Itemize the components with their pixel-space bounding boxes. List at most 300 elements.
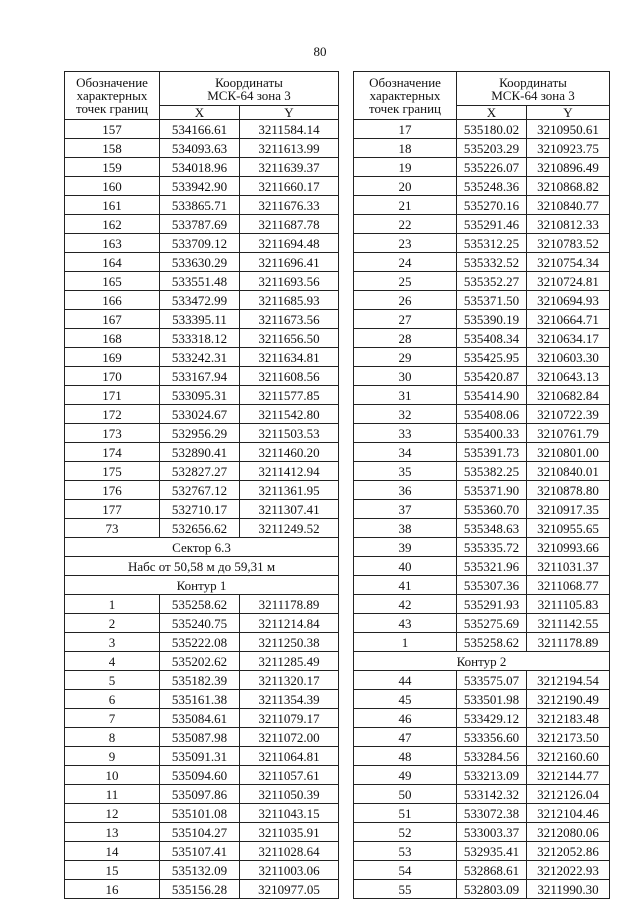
point-id-cell: 21 <box>354 196 457 215</box>
y-coordinate-cell: 3211608.56 <box>240 367 339 386</box>
point-id-cell: 16 <box>65 880 160 899</box>
table-row <box>354 614 610 633</box>
table-row <box>354 253 610 272</box>
sector-block <box>65 538 339 595</box>
point-id-cell: 160 <box>65 177 160 196</box>
y-coordinate-cell: 3211660.17 <box>240 177 339 196</box>
y-coordinate-cell: 3211035.91 <box>240 823 339 842</box>
y-coordinate-cell: 3211687.78 <box>240 215 339 234</box>
point-id-cell: 12 <box>65 804 160 823</box>
x-coordinate-cell: 533003.37 <box>457 823 527 842</box>
y-coordinate-cell: 3210878.80 <box>527 481 610 500</box>
contour-title: Контур 1 <box>65 576 339 595</box>
table-row <box>354 386 610 405</box>
point-id-cell: 31 <box>354 386 457 405</box>
table-row <box>354 120 610 139</box>
x-coordinate-cell: 532868.61 <box>457 861 527 880</box>
x-coordinate-cell: 535203.29 <box>457 139 527 158</box>
point-id-cell: 1 <box>65 595 160 614</box>
point-id-cell: 161 <box>65 196 160 215</box>
point-id-cell: 49 <box>354 766 457 785</box>
table-row <box>65 272 339 291</box>
x-coordinate-cell: 533429.12 <box>457 709 527 728</box>
coordinates-header: Координаты МСК-64 зона 3 <box>457 72 610 106</box>
point-id-cell: 173 <box>65 424 160 443</box>
table-row <box>65 633 339 652</box>
table-row <box>65 234 339 253</box>
table-row <box>354 595 610 614</box>
point-id-cell: 6 <box>65 690 160 709</box>
coordinates-table-right <box>353 71 610 899</box>
y-coordinate-cell: 3212160.60 <box>527 747 610 766</box>
point-id-cell: 47 <box>354 728 457 747</box>
point-id-cell: 20 <box>354 177 457 196</box>
table-row <box>354 196 610 215</box>
y-coordinate-cell: 3210955.65 <box>527 519 610 538</box>
y-coordinate-cell: 3211503.53 <box>240 424 339 443</box>
y-coordinate-cell: 3212144.77 <box>527 766 610 785</box>
point-id-cell: 172 <box>65 405 160 424</box>
table-row <box>354 424 610 443</box>
point-id-cell: 158 <box>65 139 160 158</box>
point-id-cell: 32 <box>354 405 457 424</box>
point-id-cell: 29 <box>354 348 457 367</box>
y-coordinate-cell: 3212052.86 <box>527 842 610 861</box>
point-id-cell: 164 <box>65 253 160 272</box>
y-coordinate-cell: 3211031.37 <box>527 557 610 576</box>
x-coordinate-cell: 533167.94 <box>160 367 240 386</box>
table-row <box>354 785 610 804</box>
x-coordinate-cell: 533630.29 <box>160 253 240 272</box>
table-row <box>65 766 339 785</box>
y-coordinate-cell: 3211142.55 <box>527 614 610 633</box>
point-id-cell: 8 <box>65 728 160 747</box>
x-coordinate-cell: 533213.09 <box>457 766 527 785</box>
point-id-cell: 168 <box>65 329 160 348</box>
point-id-cell: 43 <box>354 614 457 633</box>
y-coordinate-cell: 3211079.17 <box>240 709 339 728</box>
table-row <box>354 291 610 310</box>
x-coordinate-cell: 535348.63 <box>457 519 527 538</box>
y-coordinate-cell: 3210840.01 <box>527 462 610 481</box>
x-coordinate-cell: 535360.70 <box>457 500 527 519</box>
point-id-cell: 2 <box>65 614 160 633</box>
x-coordinate-cell: 533072.38 <box>457 804 527 823</box>
x-coordinate-cell: 532827.27 <box>160 462 240 481</box>
left-rows-a <box>65 120 339 538</box>
x-coordinate-cell: 532935.41 <box>457 842 527 861</box>
y-coordinate-cell: 3210682.84 <box>527 386 610 405</box>
point-id-cell: 175 <box>65 462 160 481</box>
x-coordinate-cell: 532890.41 <box>160 443 240 462</box>
table-row <box>354 367 610 386</box>
y-coordinate-cell: 3212173.50 <box>527 728 610 747</box>
x-coordinate-cell: 532803.09 <box>457 880 527 899</box>
y-coordinate-cell: 3210917.35 <box>527 500 610 519</box>
table-row <box>65 481 339 500</box>
point-id-cell: 13 <box>65 823 160 842</box>
table-row <box>65 652 339 671</box>
y-header: Y <box>240 106 339 120</box>
y-coordinate-cell: 3210812.33 <box>527 215 610 234</box>
x-coordinate-cell: 535408.06 <box>457 405 527 424</box>
point-id-cell: 27 <box>354 310 457 329</box>
x-coordinate-cell: 534018.96 <box>160 158 240 177</box>
x-coordinate-cell: 535132.09 <box>160 861 240 880</box>
y-coordinate-cell: 3211050.39 <box>240 785 339 804</box>
y-coordinate-cell: 3211064.81 <box>240 747 339 766</box>
table-row <box>65 158 339 177</box>
point-id-cell: 38 <box>354 519 457 538</box>
point-id-cell: 40 <box>354 557 457 576</box>
y-coordinate-cell: 3211249.52 <box>240 519 339 538</box>
point-id-cell: 55 <box>354 880 457 899</box>
y-coordinate-cell: 3211685.93 <box>240 291 339 310</box>
x-coordinate-cell: 535091.31 <box>160 747 240 766</box>
table-row <box>65 804 339 823</box>
x-coordinate-cell: 533318.12 <box>160 329 240 348</box>
point-id-cell: 39 <box>354 538 457 557</box>
y-coordinate-cell: 3211320.17 <box>240 671 339 690</box>
x-coordinate-cell: 533356.60 <box>457 728 527 747</box>
point-id-cell: 18 <box>354 139 457 158</box>
point-id-cell: 3 <box>65 633 160 652</box>
table-row <box>354 633 610 652</box>
x-coordinate-cell: 535321.96 <box>457 557 527 576</box>
right-rows-a <box>354 120 610 652</box>
point-id-cell: 7 <box>65 709 160 728</box>
x-coordinate-cell: 533024.67 <box>160 405 240 424</box>
table-row <box>65 215 339 234</box>
table-row <box>354 462 610 481</box>
x-coordinate-cell: 535408.34 <box>457 329 527 348</box>
table-row <box>65 671 339 690</box>
y-coordinate-cell: 3210950.61 <box>527 120 610 139</box>
x-header: X <box>160 106 240 120</box>
table-row <box>65 310 339 329</box>
point-id-cell: 52 <box>354 823 457 842</box>
table-row <box>65 880 339 899</box>
table-row <box>65 139 339 158</box>
point-id-cell: 157 <box>65 120 160 139</box>
y-coordinate-cell: 3211043.15 <box>240 804 339 823</box>
x-coordinate-cell: 535240.75 <box>160 614 240 633</box>
table-row <box>65 747 339 766</box>
x-coordinate-cell: 535107.41 <box>160 842 240 861</box>
x-coordinate-cell: 535371.50 <box>457 291 527 310</box>
y-coordinate-cell: 3211694.48 <box>240 234 339 253</box>
point-id-cell: 176 <box>65 481 160 500</box>
table-row <box>65 690 339 709</box>
point-id-cell: 19 <box>354 158 457 177</box>
y-coordinate-cell: 3211307.41 <box>240 500 339 519</box>
point-id-cell: 53 <box>354 842 457 861</box>
table-row <box>354 329 610 348</box>
table-row <box>65 196 339 215</box>
point-id-cell: 45 <box>354 690 457 709</box>
table-row <box>354 766 610 785</box>
contour-title: Контур 2 <box>354 652 610 671</box>
y-coordinate-cell: 3211542.80 <box>240 405 339 424</box>
x-coordinate-cell: 535258.62 <box>160 595 240 614</box>
x-coordinate-cell: 535101.08 <box>160 804 240 823</box>
y-coordinate-cell: 3211003.06 <box>240 861 339 880</box>
x-coordinate-cell: 535248.36 <box>457 177 527 196</box>
table-row <box>65 823 339 842</box>
x-coordinate-cell: 535352.27 <box>457 272 527 291</box>
y-coordinate-cell: 3212080.06 <box>527 823 610 842</box>
table-row <box>65 861 339 880</box>
y-coordinate-cell: 3211613.99 <box>240 139 339 158</box>
point-id-cell: 46 <box>354 709 457 728</box>
point-id-cell: 30 <box>354 367 457 386</box>
x-coordinate-cell: 535226.07 <box>457 158 527 177</box>
y-coordinate-cell: 3211656.50 <box>240 329 339 348</box>
x-coordinate-cell: 533395.11 <box>160 310 240 329</box>
x-coordinate-cell: 535414.90 <box>457 386 527 405</box>
table-row <box>354 481 610 500</box>
x-coordinate-cell: 533865.71 <box>160 196 240 215</box>
y-coordinate-cell: 3211178.89 <box>240 595 339 614</box>
y-coordinate-cell: 3210923.75 <box>527 139 610 158</box>
y-coordinate-cell: 3211250.38 <box>240 633 339 652</box>
point-id-cell: 4 <box>65 652 160 671</box>
table-row <box>65 785 339 804</box>
x-coordinate-cell: 533787.69 <box>160 215 240 234</box>
point-id-cell: 73 <box>65 519 160 538</box>
y-coordinate-cell: 3211072.00 <box>240 728 339 747</box>
page-number: 80 <box>313 44 327 59</box>
table-row <box>65 728 339 747</box>
table-row <box>354 405 610 424</box>
x-coordinate-cell: 533551.48 <box>160 272 240 291</box>
table-row <box>354 557 610 576</box>
x-header: X <box>457 106 527 120</box>
x-coordinate-cell: 535156.28 <box>160 880 240 899</box>
point-id-cell: 162 <box>65 215 160 234</box>
point-id-cell: 50 <box>354 785 457 804</box>
table-row <box>354 500 610 519</box>
x-coordinate-cell: 535104.27 <box>160 823 240 842</box>
x-coordinate-cell: 535307.36 <box>457 576 527 595</box>
point-id-cell: 22 <box>354 215 457 234</box>
point-id-cell: 37 <box>354 500 457 519</box>
point-id-cell: 44 <box>354 671 457 690</box>
x-coordinate-cell: 535335.72 <box>457 538 527 557</box>
point-id-cell: 41 <box>354 576 457 595</box>
x-coordinate-cell: 534166.61 <box>160 120 240 139</box>
table-row <box>65 367 339 386</box>
x-coordinate-cell: 535291.46 <box>457 215 527 234</box>
table-row <box>354 519 610 538</box>
point-id-cell: 10 <box>65 766 160 785</box>
y-coordinate-cell: 3210801.00 <box>527 443 610 462</box>
y-coordinate-cell: 3211696.41 <box>240 253 339 272</box>
point-id-cell: 165 <box>65 272 160 291</box>
x-coordinate-cell: 534093.63 <box>160 139 240 158</box>
x-coordinate-cell: 533575.07 <box>457 671 527 690</box>
y-coordinate-cell: 3210993.66 <box>527 538 610 557</box>
point-id-cell: 26 <box>354 291 457 310</box>
point-id-cell: 14 <box>65 842 160 861</box>
y-coordinate-cell: 3211214.84 <box>240 614 339 633</box>
table-row <box>65 253 339 272</box>
y-coordinate-cell: 3211584.14 <box>240 120 339 139</box>
table-row <box>354 861 610 880</box>
y-coordinate-cell: 3211354.39 <box>240 690 339 709</box>
y-coordinate-cell: 3210603.30 <box>527 348 610 367</box>
x-coordinate-cell: 533095.31 <box>160 386 240 405</box>
table-row <box>65 386 339 405</box>
table-row <box>354 880 610 899</box>
point-id-cell: 25 <box>354 272 457 291</box>
x-coordinate-cell: 535371.90 <box>457 481 527 500</box>
table-row <box>354 310 610 329</box>
x-coordinate-cell: 535180.02 <box>457 120 527 139</box>
y-coordinate-cell: 3211068.77 <box>527 576 610 595</box>
table-row <box>65 405 339 424</box>
sector-title: Сектор 6.3 <box>65 538 339 557</box>
y-coordinate-cell: 3211105.83 <box>527 595 610 614</box>
right-rows-b <box>354 671 610 899</box>
y-coordinate-cell: 3210840.77 <box>527 196 610 215</box>
table-row <box>354 443 610 462</box>
x-coordinate-cell: 533142.32 <box>457 785 527 804</box>
x-coordinate-cell: 535390.19 <box>457 310 527 329</box>
table-row <box>354 177 610 196</box>
table-row <box>65 443 339 462</box>
table-row <box>65 595 339 614</box>
point-id-cell: 167 <box>65 310 160 329</box>
y-coordinate-cell: 3211639.37 <box>240 158 339 177</box>
left-rows-b <box>65 595 339 899</box>
y-coordinate-cell: 3211577.85 <box>240 386 339 405</box>
table-row <box>354 215 610 234</box>
table-row <box>65 709 339 728</box>
x-coordinate-cell: 535332.52 <box>457 253 527 272</box>
x-coordinate-cell: 535087.98 <box>160 728 240 747</box>
x-coordinate-cell: 533709.12 <box>160 234 240 253</box>
coordinates-table-left <box>64 71 339 899</box>
y-header: Y <box>527 106 610 120</box>
table-row <box>65 424 339 443</box>
table-row <box>65 614 339 633</box>
point-id-cell: 159 <box>65 158 160 177</box>
table-row <box>65 462 339 481</box>
y-coordinate-cell: 3210634.17 <box>527 329 610 348</box>
y-coordinate-cell: 3211634.81 <box>240 348 339 367</box>
y-coordinate-cell: 3212194.54 <box>527 671 610 690</box>
table-row <box>354 234 610 253</box>
point-id-cell: 174 <box>65 443 160 462</box>
y-coordinate-cell: 3210722.39 <box>527 405 610 424</box>
point-id-cell: 15 <box>65 861 160 880</box>
x-coordinate-cell: 533942.90 <box>160 177 240 196</box>
point-id-cell: 171 <box>65 386 160 405</box>
table-row <box>354 671 610 690</box>
table-row <box>65 120 339 139</box>
sector-height: Набс от 50,58 м до 59,31 м <box>65 557 339 576</box>
y-coordinate-cell: 3212104.46 <box>527 804 610 823</box>
point-id-cell: 23 <box>354 234 457 253</box>
point-id-cell: 54 <box>354 861 457 880</box>
y-coordinate-cell: 3210977.05 <box>240 880 339 899</box>
x-coordinate-cell: 533242.31 <box>160 348 240 367</box>
y-coordinate-cell: 3210754.34 <box>527 253 610 272</box>
table-row <box>354 348 610 367</box>
x-coordinate-cell: 535270.16 <box>457 196 527 215</box>
y-coordinate-cell: 3212022.93 <box>527 861 610 880</box>
point-id-cell: 11 <box>65 785 160 804</box>
point-id-cell: 170 <box>65 367 160 386</box>
y-coordinate-cell: 3210783.52 <box>527 234 610 253</box>
point-id-cell: 28 <box>354 329 457 348</box>
x-coordinate-cell: 535182.39 <box>160 671 240 690</box>
y-coordinate-cell: 3212190.49 <box>527 690 610 709</box>
table-row <box>65 519 339 538</box>
point-id-cell: 163 <box>65 234 160 253</box>
x-coordinate-cell: 535382.25 <box>457 462 527 481</box>
point-id-cell: 166 <box>65 291 160 310</box>
table-row <box>65 177 339 196</box>
x-coordinate-cell: 535097.86 <box>160 785 240 804</box>
point-id-cell: 35 <box>354 462 457 481</box>
x-coordinate-cell: 535391.73 <box>457 443 527 462</box>
point-id-cell: 48 <box>354 747 457 766</box>
contour-block <box>354 652 610 671</box>
point-id-cell: 34 <box>354 443 457 462</box>
table-row <box>65 842 339 861</box>
x-coordinate-cell: 535222.08 <box>160 633 240 652</box>
y-coordinate-cell: 3210761.79 <box>527 424 610 443</box>
x-coordinate-cell: 532767.12 <box>160 481 240 500</box>
x-coordinate-cell: 535312.25 <box>457 234 527 253</box>
y-coordinate-cell: 3210664.71 <box>527 310 610 329</box>
x-coordinate-cell: 533472.99 <box>160 291 240 310</box>
x-coordinate-cell: 535094.60 <box>160 766 240 785</box>
table-row <box>354 823 610 842</box>
x-coordinate-cell: 535084.61 <box>160 709 240 728</box>
point-id-cell: 9 <box>65 747 160 766</box>
point-id-cell: 51 <box>354 804 457 823</box>
x-coordinate-cell: 535275.69 <box>457 614 527 633</box>
x-coordinate-cell: 535420.87 <box>457 367 527 386</box>
table-row <box>354 139 610 158</box>
y-coordinate-cell: 3210643.13 <box>527 367 610 386</box>
y-coordinate-cell: 3210694.93 <box>527 291 610 310</box>
point-id-cell: 5 <box>65 671 160 690</box>
x-coordinate-cell: 532956.29 <box>160 424 240 443</box>
y-coordinate-cell: 3212126.04 <box>527 785 610 804</box>
point-id-cell: 36 <box>354 481 457 500</box>
y-coordinate-cell: 3211673.56 <box>240 310 339 329</box>
y-coordinate-cell: 3211412.94 <box>240 462 339 481</box>
x-coordinate-cell: 533284.56 <box>457 747 527 766</box>
x-coordinate-cell: 535425.95 <box>457 348 527 367</box>
point-designation-header: Обозначение характерных точек границ <box>354 72 457 120</box>
point-id-cell: 33 <box>354 424 457 443</box>
y-coordinate-cell: 3211693.56 <box>240 272 339 291</box>
coordinates-header: Координаты МСК-64 зона 3 <box>160 72 339 106</box>
table-row <box>354 804 610 823</box>
table-row <box>354 576 610 595</box>
x-coordinate-cell: 535400.33 <box>457 424 527 443</box>
y-coordinate-cell: 3210896.49 <box>527 158 610 177</box>
point-id-cell: 24 <box>354 253 457 272</box>
table-row <box>354 728 610 747</box>
y-coordinate-cell: 3210868.82 <box>527 177 610 196</box>
table-row <box>354 690 610 709</box>
